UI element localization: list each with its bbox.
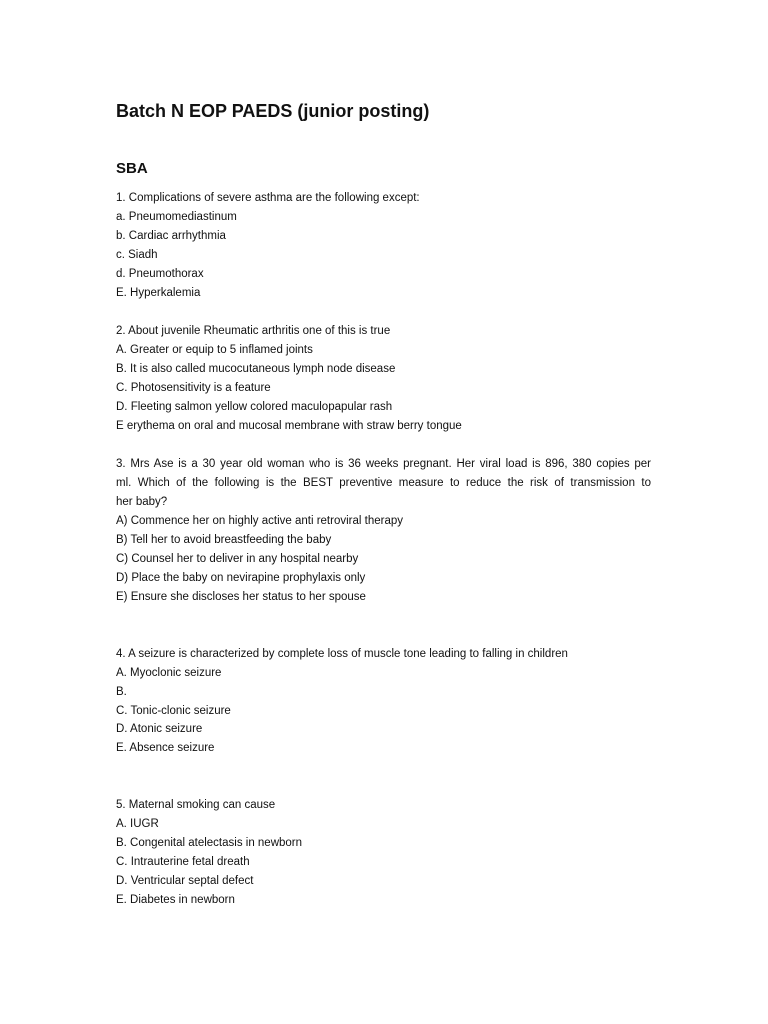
answer-option: B. [116, 686, 127, 698]
question-stem-line: her baby? [116, 496, 168, 508]
question-stem: 1. Complications of severe asthma are the following except: [116, 192, 420, 204]
answer-option: E erythema on oral and mucosal membrane with straw berry tongue [116, 420, 462, 432]
answer-option: A. Greater or equip to 5 inflamed joints [116, 344, 313, 356]
answer-option: B. It is also called mucocutaneous lymph node disease [116, 363, 396, 375]
answer-option: b. Cardiac arrhythmia [116, 230, 226, 242]
answer-option: E) Ensure she discloses her status to her spouse [116, 591, 366, 603]
answer-option: B. Congenital atelectasis in newborn [116, 837, 303, 849]
answer-option: a. Pneumomediastinum [116, 211, 237, 223]
answer-option: E. Diabetes in newborn [116, 894, 235, 906]
question-stem: 2. About juvenile Rheumatic arthritis one of this is true [116, 325, 391, 337]
question-stem: 5. Maternal smoking can cause [116, 799, 276, 811]
answer-option: C. Photosensitivity is a feature [116, 382, 271, 394]
document-title: Batch N EOP PAEDS (junior posting) [116, 101, 430, 121]
answer-option: E. Absence seizure [116, 742, 215, 754]
answer-option: C. Intrauterine fetal dreath [116, 856, 250, 868]
answer-option: A. Myoclonic seizure [116, 667, 222, 679]
answer-option: D. Atonic seizure [116, 723, 203, 735]
answer-option: d. Pneumothorax [116, 268, 204, 280]
answer-option: A) Commence her on highly active anti retroviral therapy [116, 515, 403, 527]
question-stem-line: ml. Which of the following is the BEST preventive measure to reduce the risk of transmission to [116, 477, 651, 489]
answer-option: D. Ventricular septal defect [116, 875, 254, 887]
answer-option: D) Place the baby on nevirapine prophylaxis only [116, 572, 366, 584]
question-stem: 4. A seizure is characterized by complete loss of muscle tone leading to falling in children [116, 648, 568, 660]
section-heading: SBA [116, 160, 148, 177]
question-stem-line: 3. Mrs Ase is a 30 year old woman who is 36 weeks pregnant. Her viral load is 896, 380 copies per [116, 458, 651, 470]
answer-option: C. Tonic-clonic seizure [116, 705, 231, 717]
answer-option: D. Fleeting salmon yellow colored maculopapular rash [116, 401, 393, 413]
answer-option: c. Siadh [116, 249, 158, 261]
answer-option: A. IUGR [116, 818, 159, 830]
answer-option: B) Tell her to avoid breastfeeding the baby [116, 534, 332, 546]
answer-option: C) Counsel her to deliver in any hospital nearby [116, 553, 359, 565]
answer-option: E. Hyperkalemia [116, 287, 201, 299]
